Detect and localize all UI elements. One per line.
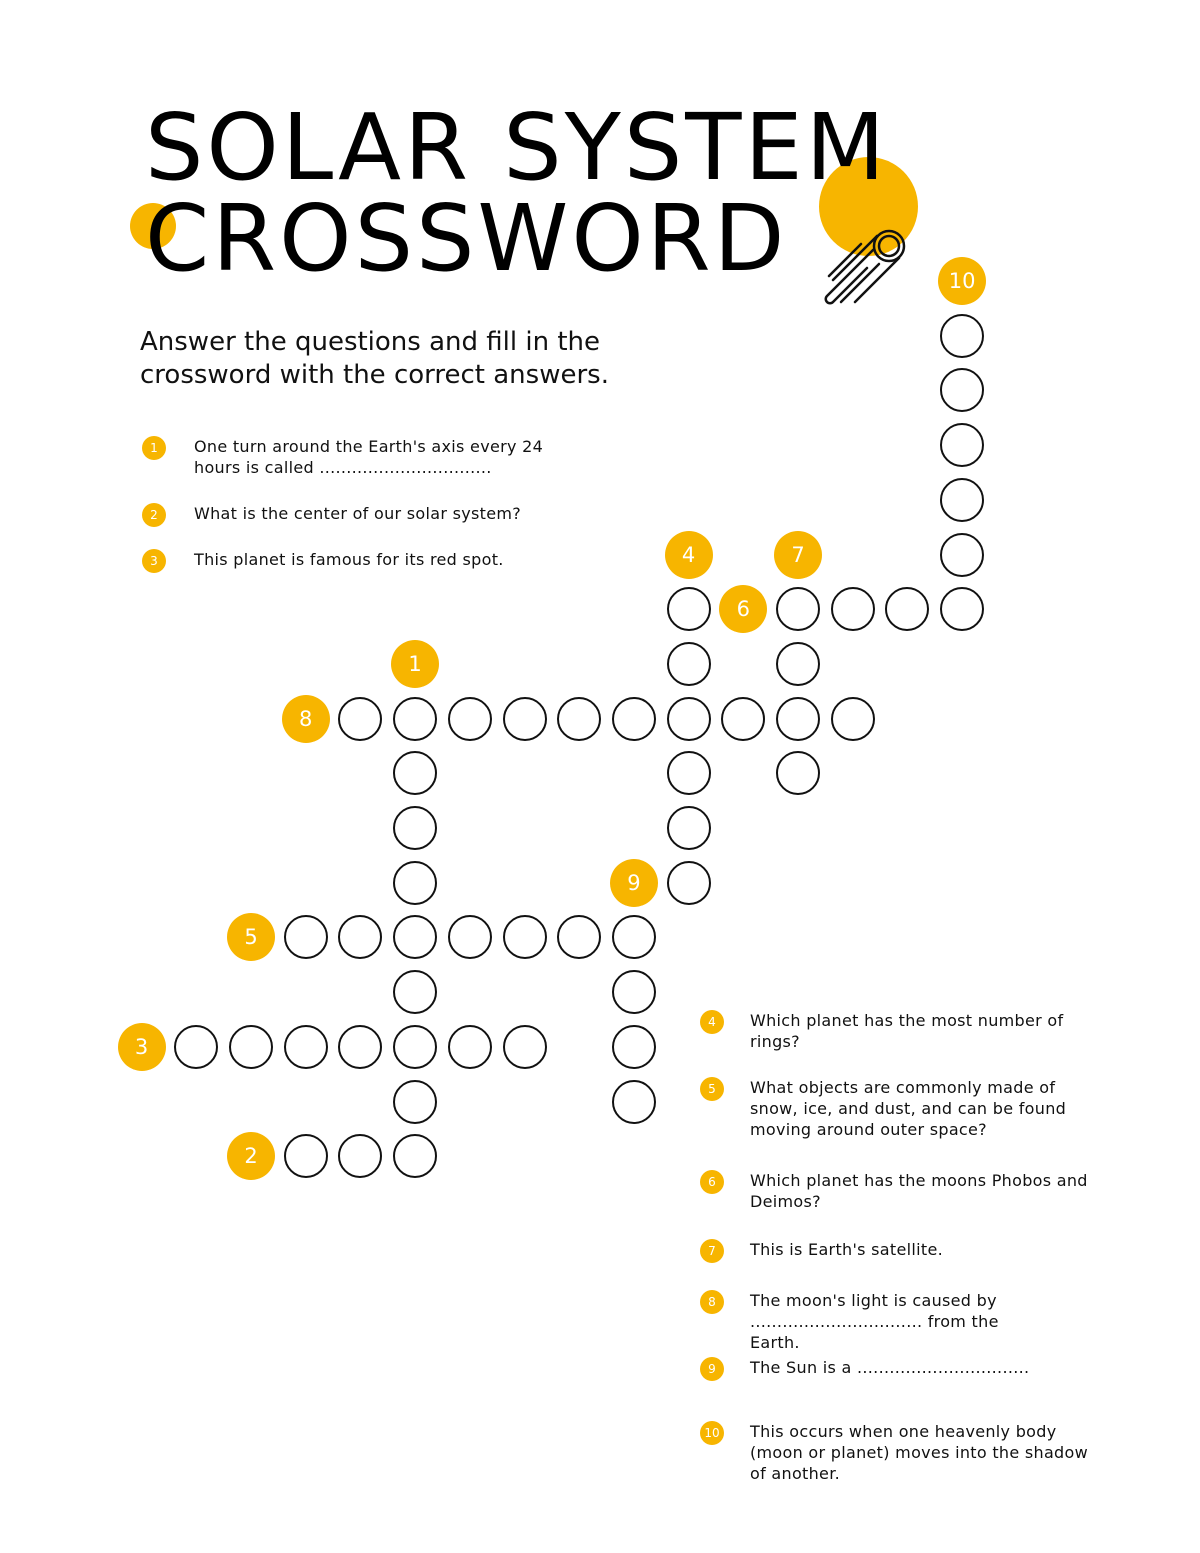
title-line-1: SOLAR SYSTEM xyxy=(145,94,888,201)
crossword-cell[interactable] xyxy=(667,751,711,795)
crossword-cell[interactable] xyxy=(776,587,820,631)
crossword-cell[interactable] xyxy=(667,861,711,905)
crossword-cell[interactable] xyxy=(667,697,711,741)
crossword-cell[interactable] xyxy=(503,697,547,741)
clue-number-badge: 5 xyxy=(700,1077,724,1101)
clue-number-marker-9: 9 xyxy=(610,859,658,907)
clue-number-marker-3: 3 xyxy=(118,1023,166,1071)
clue-number-badge: 10 xyxy=(700,1421,724,1445)
clue-number-badge: 1 xyxy=(142,436,166,460)
crossword-cell[interactable] xyxy=(940,314,984,358)
crossword-cell[interactable] xyxy=(338,1134,382,1178)
instructions-text: Answer the questions and fill in the crossword with the correct answers. xyxy=(140,327,609,390)
crossword-cell[interactable] xyxy=(393,1134,437,1178)
crossword-cell[interactable] xyxy=(393,1080,437,1124)
clue-number-marker-6: 6 xyxy=(719,585,767,633)
clue-number-marker-1: 1 xyxy=(391,640,439,688)
crossword-cell[interactable] xyxy=(612,970,656,1014)
clue-number-marker-10: 10 xyxy=(938,257,986,305)
crossword-cell[interactable] xyxy=(831,697,875,741)
crossword-cell[interactable] xyxy=(448,915,492,959)
clue-number-badge: 7 xyxy=(700,1239,724,1263)
clue-number-marker-7: 7 xyxy=(774,531,822,579)
crossword-cell[interactable] xyxy=(940,533,984,577)
clue-text: What is the center of our solar system? xyxy=(194,504,522,523)
crossword-cell[interactable] xyxy=(776,751,820,795)
crossword-cell[interactable] xyxy=(393,915,437,959)
crossword-cell[interactable] xyxy=(229,1025,273,1069)
crossword-cell[interactable] xyxy=(940,368,984,412)
crossword-cell[interactable] xyxy=(940,478,984,522)
clue-text: This planet is famous for its red spot. xyxy=(194,550,504,569)
clue-text: This occurs when one heavenly body (moon or planet) moves into the shadow of another. xyxy=(750,1422,1088,1483)
crossword-cell[interactable] xyxy=(503,1025,547,1069)
crossword-cell[interactable] xyxy=(721,697,765,741)
crossword-cell[interactable] xyxy=(885,587,929,631)
crossword-cell[interactable] xyxy=(667,806,711,850)
crossword-cell[interactable] xyxy=(174,1025,218,1069)
crossword-cell[interactable] xyxy=(393,861,437,905)
clue-number-badge: 6 xyxy=(700,1170,724,1194)
clue-number-marker-8: 8 xyxy=(282,695,330,743)
clue-text: The moon's light is caused by ................................ from the Earth. xyxy=(750,1291,999,1352)
crossword-cell[interactable] xyxy=(448,1025,492,1069)
crossword-cell[interactable] xyxy=(557,915,601,959)
crossword-cell[interactable] xyxy=(667,587,711,631)
clue-number-badge: 3 xyxy=(142,549,166,573)
clue-text: This is Earth's satellite. xyxy=(750,1240,943,1259)
crossword-cell[interactable] xyxy=(284,1134,328,1178)
crossword-cell[interactable] xyxy=(393,751,437,795)
crossword-cell[interactable] xyxy=(338,915,382,959)
clue-text: What objects are commonly made of snow, ice, and dust, and can be found moving around outer space? xyxy=(750,1078,1067,1139)
clue-number-badge: 4 xyxy=(700,1010,724,1034)
crossword-cell[interactable] xyxy=(557,697,601,741)
crossword-cell[interactable] xyxy=(612,1025,656,1069)
crossword-cell[interactable] xyxy=(667,642,711,686)
crossword-cell[interactable] xyxy=(612,697,656,741)
crossword-cell[interactable] xyxy=(338,697,382,741)
clue-number-marker-2: 2 xyxy=(227,1132,275,1180)
clue-number-badge: 8 xyxy=(700,1290,724,1314)
clue-text: One turn around the Earth's axis every 24 hours is called ................................ xyxy=(194,437,544,477)
clue-text: The Sun is a ................................ xyxy=(750,1358,1030,1377)
clue-number-badge: 2 xyxy=(142,503,166,527)
crossword-cell[interactable] xyxy=(338,1025,382,1069)
crossword-cell[interactable] xyxy=(831,587,875,631)
clue-text: Which planet has the most number of rings? xyxy=(750,1011,1064,1051)
clue-number-marker-5: 5 xyxy=(227,913,275,961)
crossword-cell[interactable] xyxy=(448,697,492,741)
crossword-cell[interactable] xyxy=(503,915,547,959)
crossword-cell[interactable] xyxy=(284,1025,328,1069)
clue-text: Which planet has the moons Phobos and Deimos? xyxy=(750,1171,1088,1211)
crossword-cell[interactable] xyxy=(284,915,328,959)
crossword-cell[interactable] xyxy=(940,587,984,631)
crossword-cell[interactable] xyxy=(776,697,820,741)
clue-number-badge: 9 xyxy=(700,1357,724,1381)
clue-number-marker-4: 4 xyxy=(665,531,713,579)
crossword-cell[interactable] xyxy=(393,806,437,850)
crossword-cell[interactable] xyxy=(940,423,984,467)
crossword-cell[interactable] xyxy=(776,642,820,686)
crossword-cell[interactable] xyxy=(612,915,656,959)
crossword-cell[interactable] xyxy=(393,1025,437,1069)
crossword-cell[interactable] xyxy=(612,1080,656,1124)
crossword-cell[interactable] xyxy=(393,697,437,741)
crossword-cell[interactable] xyxy=(393,970,437,1014)
title-line-2: CROSSWORD xyxy=(145,185,788,292)
